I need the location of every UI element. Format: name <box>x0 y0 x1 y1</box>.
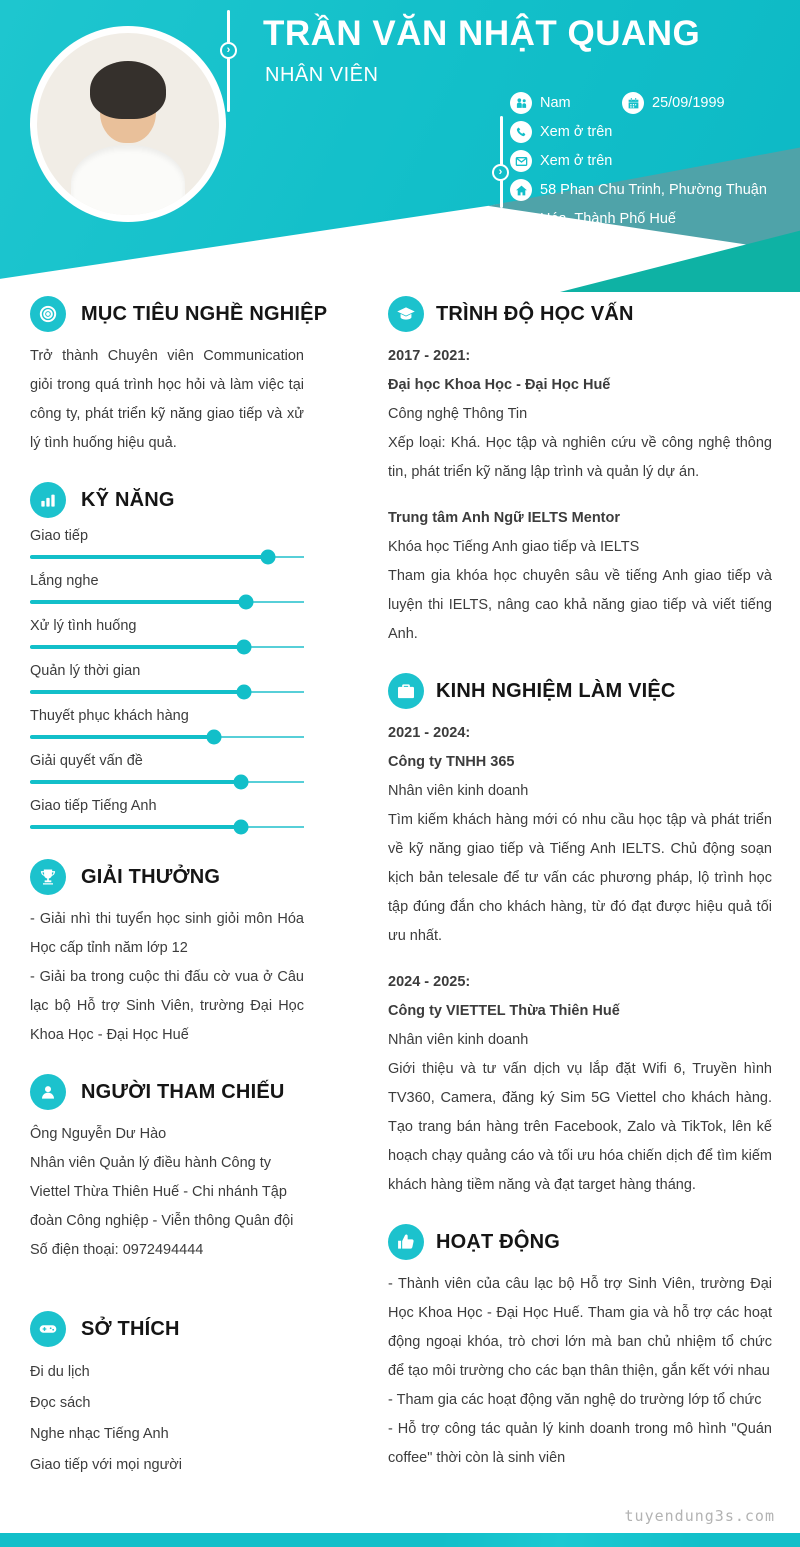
skill-slider[interactable] <box>30 818 304 835</box>
bar-chart-icon <box>30 482 66 518</box>
bottom-bar <box>0 1533 800 1547</box>
briefcase-icon <box>388 673 424 709</box>
education-period: 2017 - 2021: <box>388 348 471 364</box>
section-education <box>388 296 772 649</box>
experience-block <box>388 968 772 1200</box>
phone-row <box>510 121 778 143</box>
education-course: Khóa học Tiếng Anh giao tiếp và IELTS <box>388 539 640 555</box>
skill-row <box>30 708 304 745</box>
trophy-icon <box>30 859 66 895</box>
gender-value: Nam <box>540 95 571 111</box>
gender-row <box>510 92 622 114</box>
activity-item: - Hỗ trợ công tác quản lý kinh doanh trong mô hình "Quán coffee" thời còn là sinh viên <box>388 1421 772 1466</box>
section-experience <box>388 673 772 1200</box>
experience-period: 2021 - 2024: <box>388 725 471 741</box>
dob-value: 25/09/1999 <box>652 95 725 111</box>
skill-slider[interactable] <box>30 548 304 565</box>
experience-title: KINH NGHIỆM LÀM VIỆC <box>436 679 676 702</box>
gender-icon <box>510 92 532 114</box>
left-column <box>30 296 328 1505</box>
award-item: - Giải ba trong cuộc thi đấu cờ vua ở Câu lạc bộ Hỗ trợ Sinh Viên, trường Đại Học Khoa Học - Đại Học Huế <box>30 969 304 1043</box>
education-desc: Xếp loại: Khá. Học tập và nghiên cứu về công nghệ thông tin, phát triển kỹ năng lập trình và quản lý dự án. <box>388 435 772 480</box>
reference-name: Ông Nguyễn Dư Hào <box>30 1126 167 1142</box>
skill-slider[interactable] <box>30 593 304 610</box>
dob-row <box>622 92 725 114</box>
experience-company: Công ty VIETTEL Thừa Thiên Huế <box>388 1003 620 1019</box>
experience-block <box>388 719 772 951</box>
address-row <box>510 179 778 234</box>
skill-slider[interactable] <box>30 773 304 790</box>
section-reference <box>30 1074 304 1265</box>
user-icon <box>30 1074 66 1110</box>
slider-handle[interactable] <box>261 550 276 565</box>
education-school: Trung tâm Anh Ngữ IELTS Mentor <box>388 510 621 526</box>
experience-desc: Tìm kiếm khách hàng mới có nhu cầu học tập và phát triển về kỹ năng giao tiếp và Tiếng Anh IELTS. Chủ động soạn kịch bản telesale để tư vấn các phương pháp, lộ trình học tập đúng đắn cho khách hàng, từ đó đạt được hiệu quả tối ưu nhất. <box>388 812 772 944</box>
candidate-name: TRẦN VĂN NHẬT QUANG <box>263 14 701 53</box>
education-desc: Tham gia khóa học chuyên sâu về tiếng Anh giao tiếp và luyện thi IELTS, nâng cao khả năng giao tiếp và viết tiếng Anh. <box>388 568 772 642</box>
section-hobbies <box>30 1311 304 1481</box>
activity-item: - Thành viên của câu lạc bộ Hỗ trợ Sinh Viên, trường Đại Học Khoa Học - Đại Học Huế. Tham gia và hỗ trợ các hoạt động ngoại khóa, trò chơi lớn mà ban chủ nhiệm tổ chức để tạo môi trường cho các bạn thân thiện, gắn kết với nhau <box>388 1276 772 1379</box>
contact-info <box>510 92 778 241</box>
hobbies-title: SỞ THÍCH <box>81 1317 180 1340</box>
section-objective <box>30 296 328 458</box>
skill-slider[interactable] <box>30 728 304 745</box>
candidate-title: NHÂN VIÊN <box>265 64 379 86</box>
objective-text: Trở thành Chuyên viên Communication giỏi trong quá trình học hỏi và làm việc tại công ty, phát triển kỹ năng giao tiếp và xử lý tình huống hiệu quả. <box>30 348 304 451</box>
slider-handle[interactable] <box>236 640 251 655</box>
education-title: TRÌNH ĐỘ HỌC VẤN <box>436 302 634 325</box>
header <box>0 0 800 292</box>
education-school: Đại học Khoa Học - Đại Học Huế <box>388 377 611 393</box>
graduation-cap-icon <box>388 296 424 332</box>
email-value: Xem ở trên <box>540 153 613 169</box>
award-item: - Giải nhì thi tuyển học sinh giỏi môn Hóa Học cấp tỉnh năm lớp 12 <box>30 911 304 956</box>
skills-title: KỸ NĂNG <box>81 488 175 511</box>
email-icon <box>510 150 532 172</box>
target-icon <box>30 296 66 332</box>
objective-title: MỤC TIÊU NGHỀ NGHIỆP <box>81 302 328 325</box>
experience-role: Nhân viên kinh doanh <box>388 1032 529 1048</box>
awards-title: GIẢI THƯỞNG <box>81 865 221 888</box>
education-major: Công nghệ Thông Tin <box>388 406 528 422</box>
hobby-item: Đi du lịch <box>30 1364 90 1380</box>
skill-slider[interactable] <box>30 638 304 655</box>
skill-label: Giải quyết vấn đề <box>30 753 143 769</box>
experience-role: Nhân viên kinh doanh <box>388 783 529 799</box>
slider-handle[interactable] <box>239 595 254 610</box>
experience-period: 2024 - 2025: <box>388 974 471 990</box>
hobby-item: Nghe nhạc Tiếng Anh <box>30 1426 169 1442</box>
slider-handle[interactable] <box>236 685 251 700</box>
experience-desc: Giới thiệu và tư vấn dịch vụ lắp đặt Wifi 6, Truyền hình TV360, Camera, đăng ký Sim 5G Viettel cho khách hàng. Tạo trang bán hàng trên Facebook, Zalo và TikTok, lên kế hoạch chạy quảng cáo và tối ưu hóa chiến dịch để tìm kiếm khách hàng tiềm năng và đạt target hàng tháng. <box>388 1061 772 1193</box>
activity-item: - Tham gia các hoạt động văn nghệ do trường lớp tổ chức <box>388 1392 762 1408</box>
skill-row <box>30 753 304 790</box>
profile-photo-frame <box>30 26 226 222</box>
chevron-right-icon: › <box>492 164 509 181</box>
watermark-site: tuyendung3s.com <box>624 1507 775 1525</box>
reference-phone: Số điện thoại: 0972494444 <box>30 1242 204 1258</box>
skill-label: Lắng nghe <box>30 573 99 589</box>
phone-icon <box>510 121 532 143</box>
hobby-item: Đọc sách <box>30 1395 91 1411</box>
calendar-icon <box>622 92 644 114</box>
hobby-item: Giao tiếp với mọi người <box>30 1457 183 1473</box>
profile-photo <box>37 33 219 215</box>
gamepad-icon <box>30 1311 66 1347</box>
skill-label: Giao tiếp Tiếng Anh <box>30 798 157 814</box>
slider-handle[interactable] <box>206 730 221 745</box>
skill-row <box>30 798 304 835</box>
header-divider-line <box>227 10 230 112</box>
skill-row <box>30 663 304 700</box>
home-icon <box>510 179 532 201</box>
reference-title: NGƯỜI THAM CHIẾU <box>81 1080 285 1103</box>
education-block <box>388 342 772 487</box>
phone-value: Xem ở trên <box>540 124 613 140</box>
chevron-right-icon: › <box>220 42 237 59</box>
thumbs-up-icon <box>388 1224 424 1260</box>
contact-divider-line <box>500 116 503 208</box>
skill-label: Thuyết phục khách hàng <box>30 708 189 724</box>
address-value: 58 Phan Chu Trinh, Phường Thuận Hóa, Thành Phố Huế <box>540 182 767 227</box>
activities-title: HOẠT ĐỘNG <box>436 1230 561 1253</box>
skill-slider[interactable] <box>30 683 304 700</box>
education-block <box>388 504 772 649</box>
experience-company: Công ty TNHH 365 <box>388 754 515 770</box>
skill-row <box>30 528 304 565</box>
skill-label: Giao tiếp <box>30 528 89 544</box>
email-row <box>510 150 778 172</box>
slider-handle[interactable] <box>233 820 248 835</box>
right-column <box>388 296 772 1497</box>
skill-row <box>30 618 304 655</box>
section-skills <box>30 482 304 835</box>
skill-label: Quản lý thời gian <box>30 663 141 679</box>
section-activities <box>388 1224 772 1473</box>
skill-label: Xử lý tình huống <box>30 618 137 634</box>
skill-row <box>30 573 304 610</box>
section-awards <box>30 859 304 1050</box>
slider-handle[interactable] <box>233 775 248 790</box>
reference-desc: Nhân viên Quản lý điều hành Công ty Viettel Thừa Thiên Huế - Chi nhánh Tập đoàn Công nghiệp - Viễn thông Quân đội <box>30 1155 294 1229</box>
